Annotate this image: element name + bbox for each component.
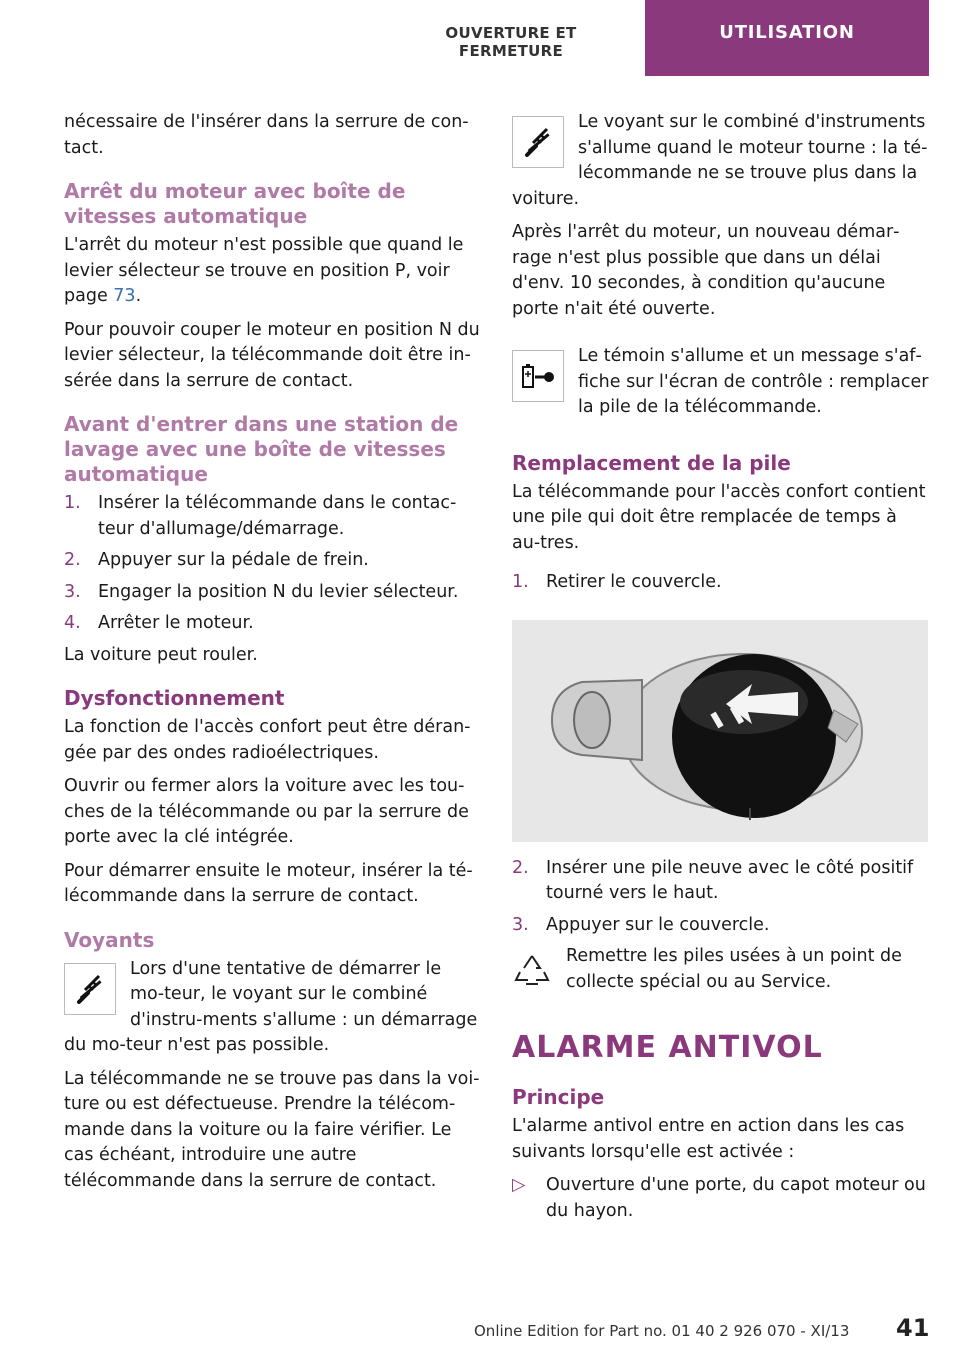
text: Remettre les piles usées à un point de collecte spécial ou au Service. xyxy=(566,946,902,992)
paragraph: nécessaire de l'insérer dans la serrure de con‐tact. xyxy=(64,112,469,158)
bullet-list xyxy=(512,1173,930,1224)
text: . xyxy=(135,286,142,306)
heading-malfunction: Dysfonctionnement xyxy=(64,686,285,710)
step-number: 4. xyxy=(64,613,81,633)
list-item xyxy=(64,491,480,542)
recycle-icon xyxy=(512,950,552,990)
step-text: Retirer le couvercle. xyxy=(546,572,722,592)
step-number: 1. xyxy=(64,493,81,513)
section-title: OUVERTURE ET FERMETURE xyxy=(445,24,577,60)
text: Le témoin s'allume et un message s'af‐fiche sur l'écran de contrôle : remplacer la pile de la télécommande. xyxy=(578,346,929,417)
step-number: 2. xyxy=(64,550,81,570)
paragraph: L'alarme antivol entre en action dans les cas suivants lorsqu'elle est activée : xyxy=(512,1116,905,1162)
page-number: 41 xyxy=(896,1314,930,1342)
step-text: Arrêter le moteur. xyxy=(98,613,254,633)
paragraph: La voiture peut rouler. xyxy=(64,644,258,665)
key-slash-icon xyxy=(64,963,116,1015)
step-text: Appuyer sur la pédale de frein. xyxy=(98,550,369,570)
paragraph: Ouvrir ou fermer alors la voiture avec les tou‐ches de la télécommande ou par la serrure de porte avec la clé intégrée. xyxy=(64,776,469,847)
paragraph: Pour démarrer ensuite le moteur, insérer la té‐lécommande dans la serrure de contact. xyxy=(64,860,473,906)
step-number: 2. xyxy=(512,857,529,878)
paragraph: La fonction de l'accès confort peut être déran‐gée par des ondes radioélectriques. xyxy=(64,717,471,763)
paragraph: Après l'arrêt du moteur, un nouveau démar‐rage n'est plus possible que dans un délai d'env. 10 secondes, à condition qu'aucune porte n'ait été ouverte. xyxy=(512,222,900,319)
paragraph: La télécommande ne se trouve pas dans la voi‐ture ou est défectueuse. Prendre la télécom‐mande dans la voiture ou la faire vérifier. Le cas échéant, introduire une autre télécommande dans la serrure de contact. xyxy=(64,1068,480,1191)
chapter-tab[interactable] xyxy=(645,0,929,76)
step-number: 3. xyxy=(64,581,81,602)
steps-list xyxy=(512,570,930,596)
left-column xyxy=(64,110,480,1202)
step-number: 3. xyxy=(512,914,529,935)
paragraph: Pour pouvoir couper le moteur en position N du levier sélecteur, la télécommande doit être in‐sérée dans la serrure de contact. xyxy=(64,319,480,391)
right-column xyxy=(512,110,930,1230)
step-text: Appuyer sur le couvercle. xyxy=(546,914,770,935)
indicator-note xyxy=(64,957,480,1059)
steps-list xyxy=(64,491,480,637)
step-number: 1. xyxy=(512,572,529,592)
heading-engine-stop: Arrêt du moteur avec boîte de vitesses automatique xyxy=(64,179,406,228)
list-item xyxy=(512,1173,930,1224)
list-item xyxy=(64,548,480,574)
recycle-note xyxy=(512,944,930,995)
page-link[interactable]: 73 xyxy=(113,286,136,306)
list-item xyxy=(512,570,930,596)
heading-anti-theft-alarm: ALARME ANTIVOL xyxy=(512,1030,823,1065)
heading-car-wash: Avant d'entrer dans une station de lavage avec une boîte de vitesses automatique xyxy=(64,412,459,486)
text: L'arrêt du moteur n'est possible que quand le levier sélecteur se trouve en position P, voir page xyxy=(64,235,464,306)
key-battery-icon xyxy=(512,350,564,402)
list-item xyxy=(64,580,480,606)
bullet-marker: ▷ xyxy=(512,1175,526,1195)
step-text: Insérer une pile neuve avec le côté positif tourné vers le haut. xyxy=(546,857,914,903)
footer-edition: Online Edition for Part no. 01 40 2 926 070 - XI/13 xyxy=(474,1322,850,1340)
step-text: Engager la position N du levier sélecteur. xyxy=(98,581,459,602)
paragraph xyxy=(64,233,480,310)
paragraph: La télécommande pour l'accès confort contient une pile qui doit être remplacée de temps à au‐tres. xyxy=(512,481,926,553)
list-item xyxy=(512,913,930,939)
list-item xyxy=(64,611,480,637)
text: Lors d'une tentative de démarrer le mo‐teur, le voyant sur le combiné d'instru‐ments s'allume : un démarrage du mo‐teur n'est pas possible. xyxy=(64,958,478,1055)
heading-indicator-lights: Voyants xyxy=(64,927,155,952)
chapter-tab-label: UTILISATION xyxy=(719,22,855,43)
battery-note xyxy=(512,330,930,421)
step-text: Insérer la télécommande dans le contac‐teur d'allumage/démarrage. xyxy=(98,493,457,539)
heading-principle: Principe xyxy=(512,1085,605,1109)
key-slash-icon xyxy=(512,116,564,168)
text: Le voyant sur le combiné d'instruments s'allume quand le moteur tourne : la té‐lécommande ne se trouve plus dans la voiture. xyxy=(512,112,928,209)
key-battery-cover-photo xyxy=(512,620,928,842)
heading-battery-replacement: Remplacement de la pile xyxy=(512,450,791,475)
bullet-text: Ouverture d'une porte, du capot moteur ou du hayon. xyxy=(546,1175,926,1221)
steps-list xyxy=(512,856,930,939)
indicator-note xyxy=(512,110,930,212)
list-item xyxy=(512,856,930,907)
